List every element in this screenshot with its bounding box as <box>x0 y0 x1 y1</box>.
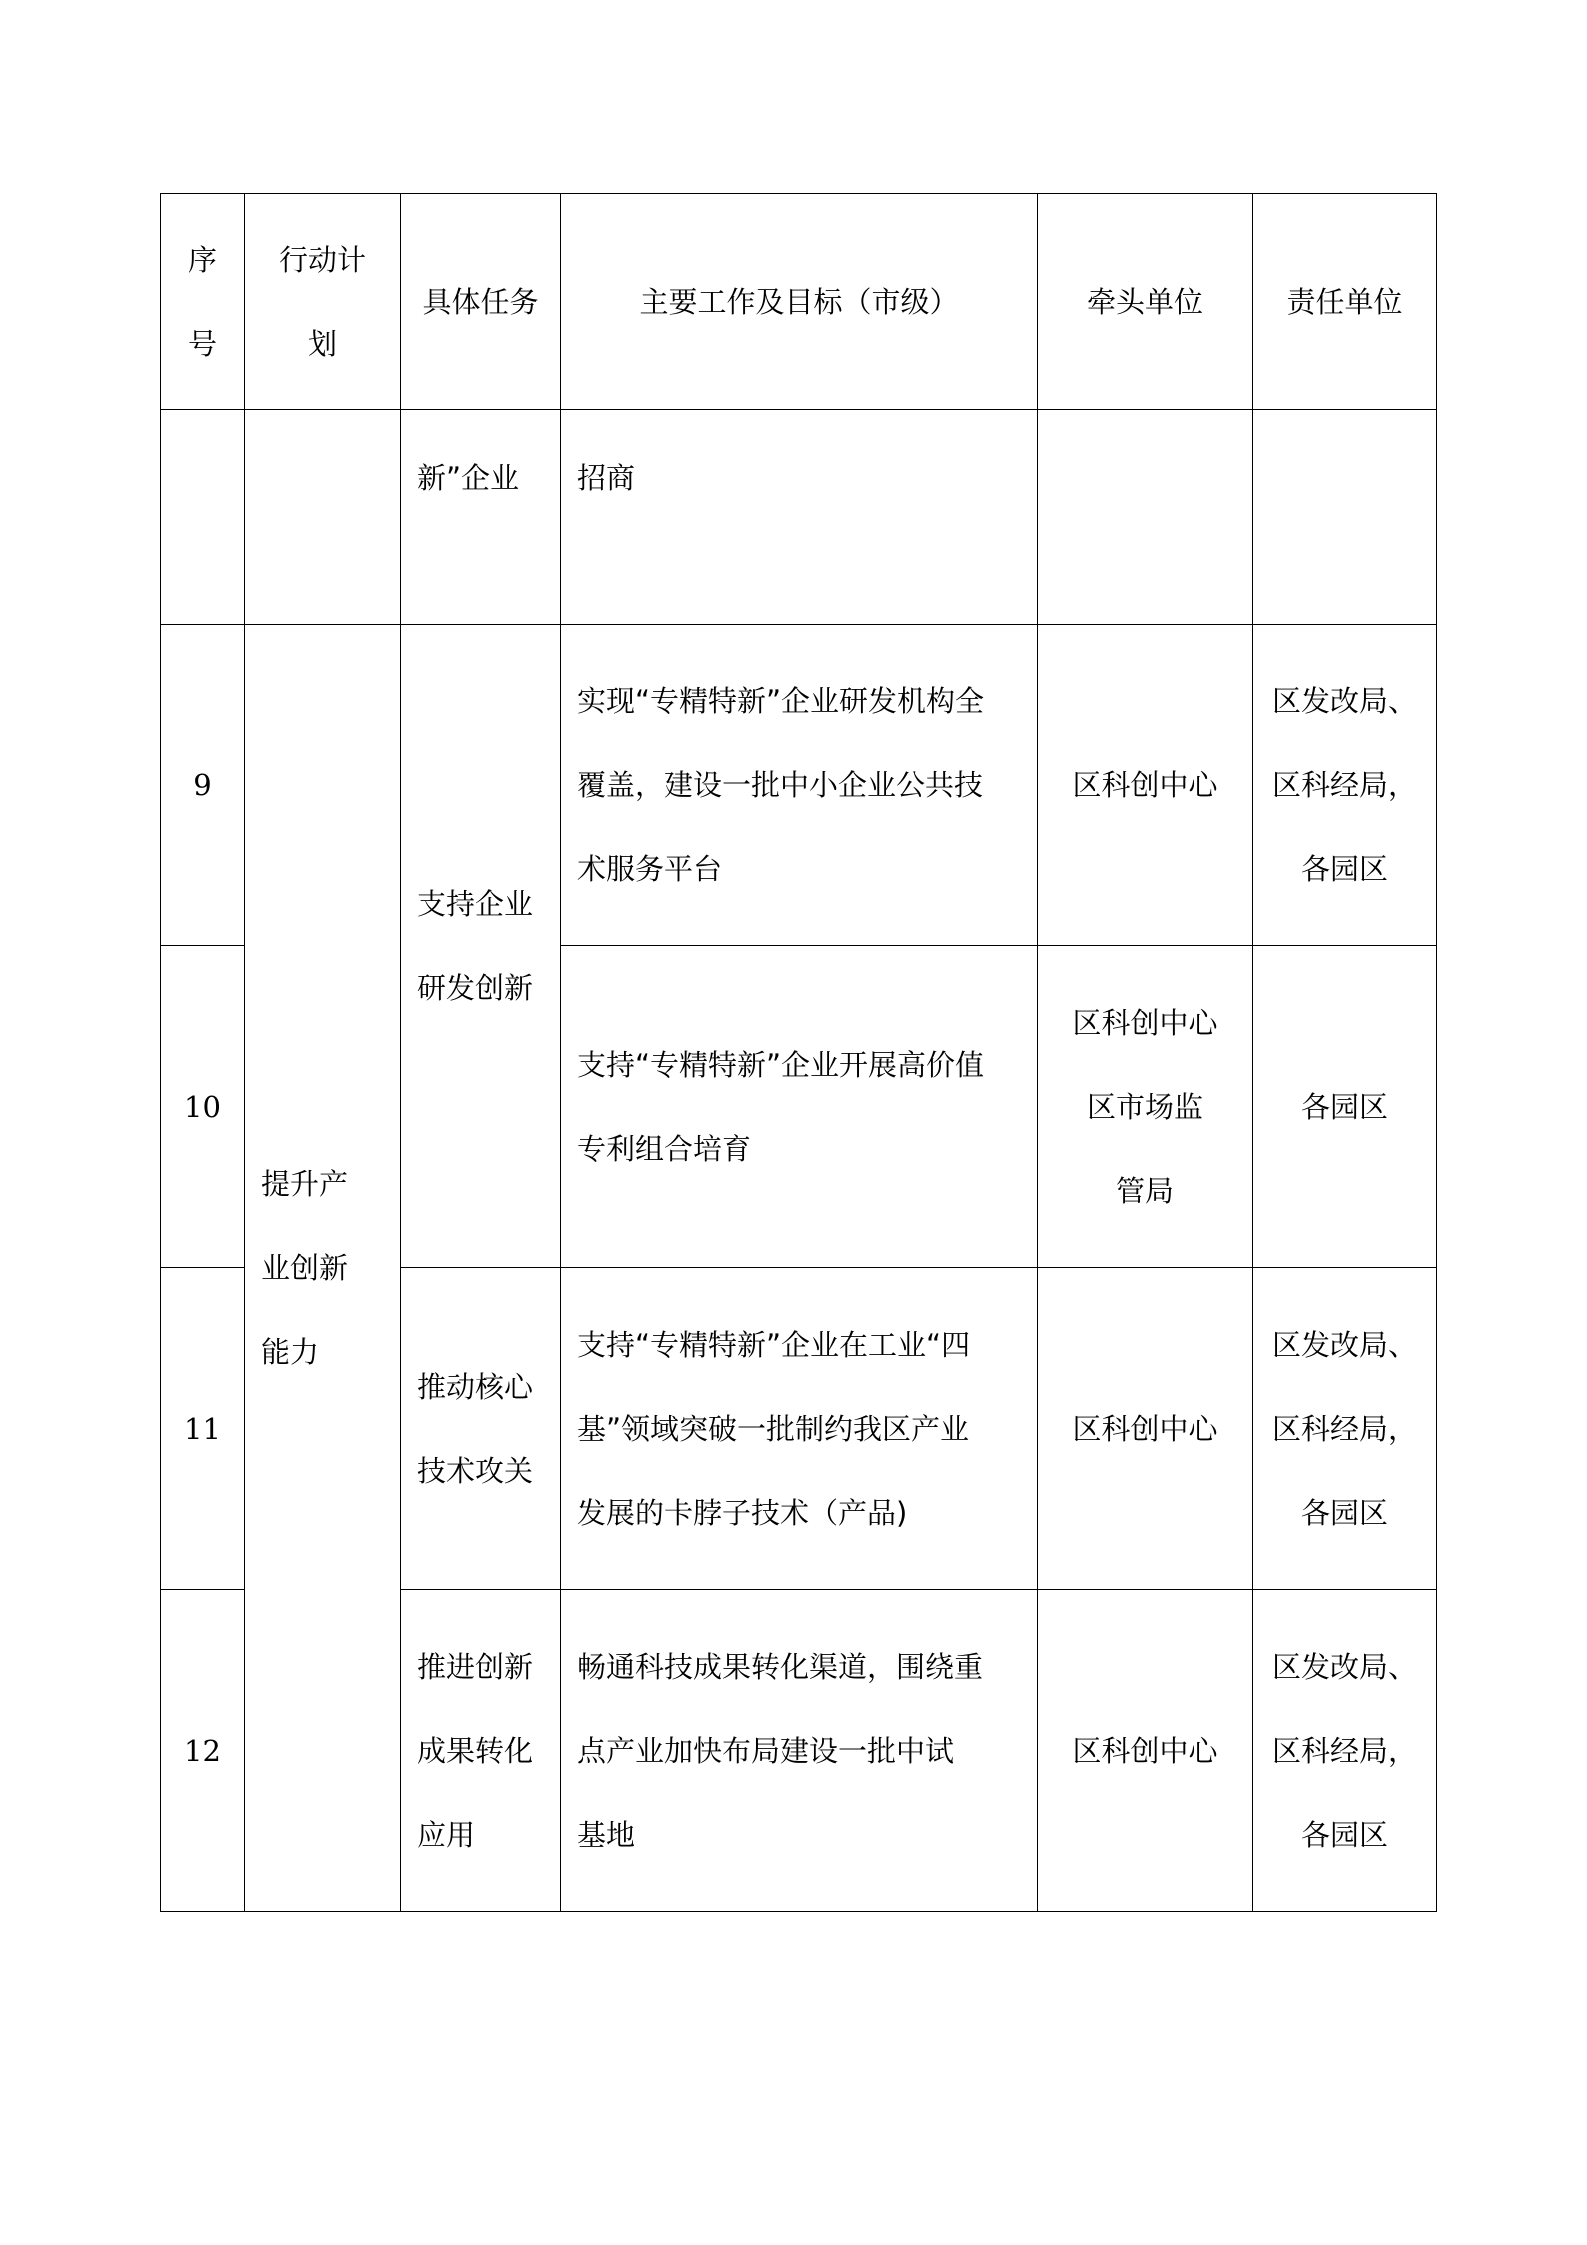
task-cell: 推进创新 成果转化 应用 <box>401 1590 561 1912</box>
plan-cell <box>245 410 401 625</box>
resp-cell: 各园区 <box>1253 946 1437 1268</box>
lead-cell <box>1038 410 1253 625</box>
plan-cell-merged: 提升产 业创新 能力 <box>245 625 401 1912</box>
task-cell-merged: 支持企业 研发创新 <box>401 625 561 1268</box>
header-task: 具体任务 <box>401 194 561 410</box>
resp-cell: 区发改局、 区科经局， 各园区 <box>1253 1268 1437 1590</box>
goal-cell: 支持“专精特新”企业在工业“四 基”领域突破一批制约我区产业 发展的卡脖子技术（产品) <box>561 1268 1038 1590</box>
seq-cell: 10 <box>161 946 245 1268</box>
goal-cell: 畅通科技成果转化渠道，围绕重 点产业加快布局建设一批中试 基地 <box>561 1590 1038 1912</box>
goal-cell: 实现“专精特新”企业研发机构全 覆盖，建设一批中小企业公共技 术服务平台 <box>561 625 1038 946</box>
goal-cell: 支持“专精特新”企业开展高价值 专利组合培育 <box>561 946 1038 1268</box>
header-goal: 主要工作及目标（市级） <box>561 194 1038 410</box>
table-row <box>161 410 1437 625</box>
seq-cell: 11 <box>161 1268 245 1590</box>
lead-cell: 区科创中心 <box>1038 1590 1253 1912</box>
header-row <box>161 194 1437 410</box>
header-lead: 牵头单位 <box>1038 194 1253 410</box>
lead-cell: 区科创中心 <box>1038 625 1253 946</box>
resp-cell: 区发改局、 区科经局， 各园区 <box>1253 1590 1437 1912</box>
header-seq: 序号 <box>161 194 245 410</box>
resp-cell: 区发改局、 区科经局， 各园区 <box>1253 625 1437 946</box>
header-plan: 行动计划 <box>245 194 401 410</box>
goal-cell: 招商 <box>561 410 1038 625</box>
seq-cell: 12 <box>161 1590 245 1912</box>
lead-cell: 区科创中心 区市场监 管局 <box>1038 946 1253 1268</box>
table-row <box>161 625 1437 946</box>
task-cell: 新”企业 <box>401 410 561 625</box>
lead-cell: 区科创中心 <box>1038 1268 1253 1590</box>
seq-cell: 9 <box>161 625 245 946</box>
action-plan-table <box>160 193 1437 1912</box>
resp-cell <box>1253 410 1437 625</box>
task-cell: 推动核心 技术攻关 <box>401 1268 561 1590</box>
seq-cell <box>161 410 245 625</box>
header-resp: 责任单位 <box>1253 194 1437 410</box>
